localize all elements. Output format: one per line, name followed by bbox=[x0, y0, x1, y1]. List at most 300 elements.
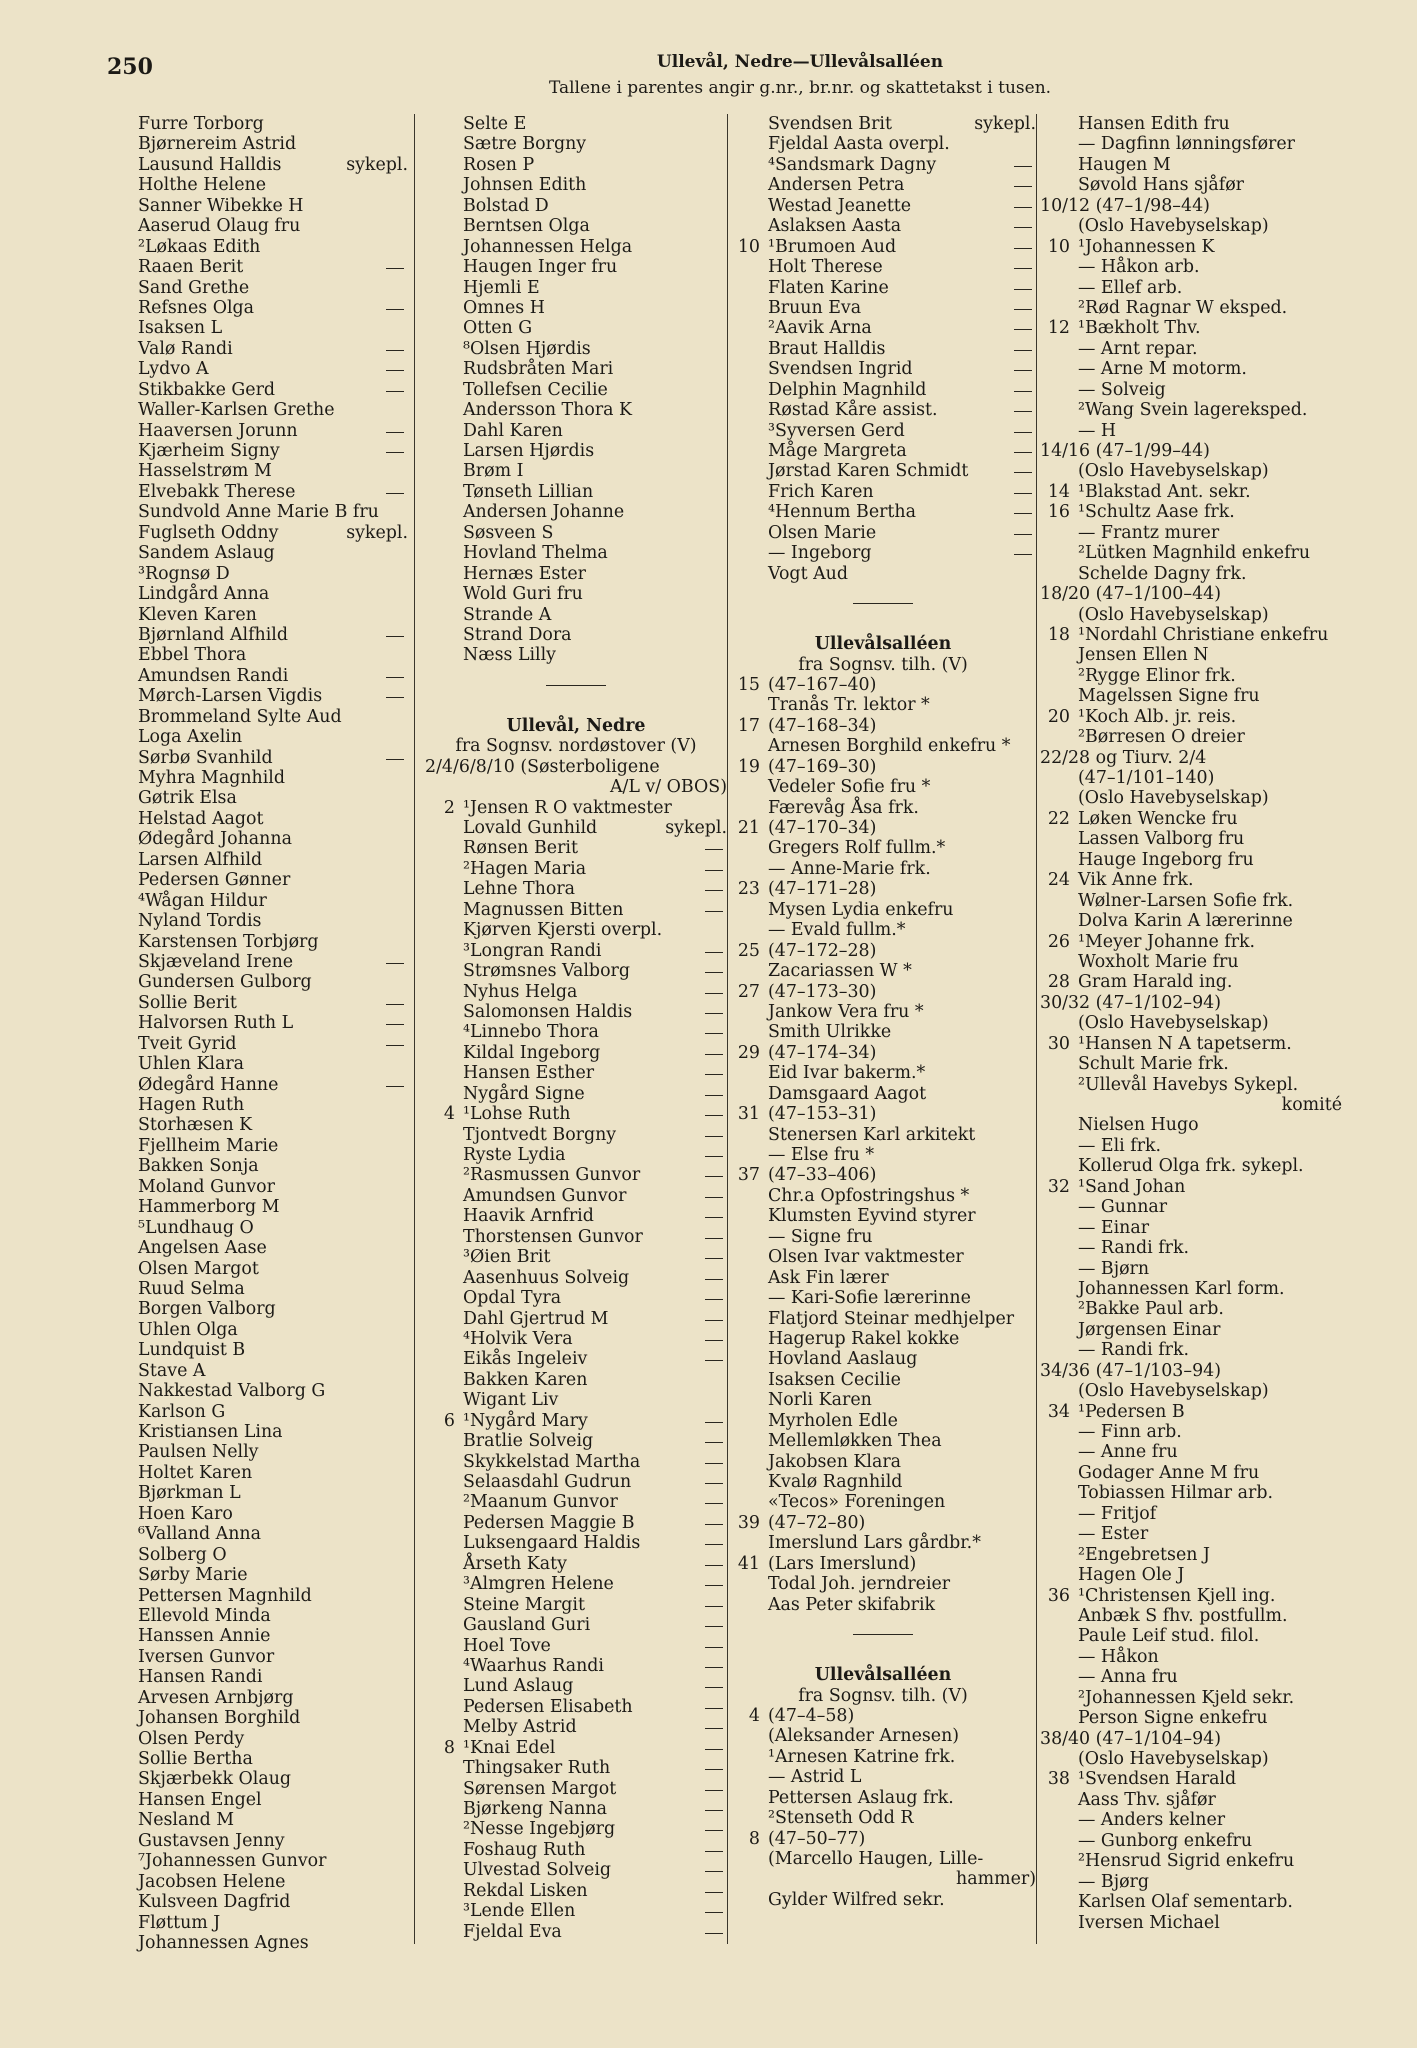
entry-name: Brøm I bbox=[463, 461, 524, 482]
directory-entry bbox=[1040, 1177, 1342, 1197]
directory-entry bbox=[1040, 1218, 1342, 1238]
entry-name: Hammerborg M bbox=[138, 1197, 280, 1218]
directory-entry bbox=[100, 1463, 408, 1483]
entry-name: Angelsen Aase bbox=[138, 1238, 267, 1259]
entry-name: Haugen Inger fru bbox=[463, 257, 618, 278]
directory-entry bbox=[100, 1729, 408, 1749]
house-number: 20 bbox=[1047, 706, 1070, 727]
directory-entry bbox=[730, 1706, 1036, 1726]
entry-name: — Dagfinn lønningsfører bbox=[1078, 134, 1295, 155]
directory-entry bbox=[425, 1411, 727, 1431]
entry-name: ⁴Wågan Hildur bbox=[138, 890, 267, 911]
entry-name: (47–174–34) bbox=[768, 1042, 877, 1063]
entry-name: Gundersen Gulborg bbox=[138, 972, 312, 993]
directory-entry bbox=[100, 400, 408, 420]
directory-entry bbox=[730, 564, 1036, 584]
entry-name: Helstad Aagot bbox=[138, 808, 264, 829]
entry-name: Måge Margreta bbox=[768, 441, 907, 461]
directory-entry bbox=[730, 1574, 1036, 1594]
directory-entry bbox=[100, 441, 408, 461]
house-number: 25 bbox=[737, 940, 760, 961]
entry-name: — Ingeborg bbox=[768, 543, 872, 564]
directory-entry bbox=[100, 1034, 408, 1054]
directory-entry bbox=[100, 870, 408, 890]
directory-entry bbox=[1040, 502, 1342, 522]
directory-entry bbox=[425, 1063, 727, 1083]
entry-name: Fuglseth Oddny bbox=[138, 522, 279, 543]
entry-name: Schult Marie frk. bbox=[1078, 1054, 1229, 1075]
spacer bbox=[730, 624, 1036, 634]
entry-name: Jankow Vera fru * bbox=[768, 1001, 924, 1022]
directory-entry bbox=[730, 1227, 1036, 1247]
directory-entry bbox=[100, 829, 408, 849]
directory-entry bbox=[730, 1452, 1036, 1472]
entry-name: Lundquist B bbox=[138, 1340, 246, 1361]
entry-name: Søsveen S bbox=[463, 522, 554, 543]
entry-name: Bakken Sonja bbox=[138, 1156, 259, 1177]
entry-name: ¹Blakstad Ant. sekr. bbox=[1078, 481, 1251, 502]
directory-entry bbox=[425, 605, 727, 625]
entry-name: Karlson G bbox=[138, 1401, 226, 1422]
entry-name: Flaten Karine bbox=[768, 277, 889, 298]
directory-entry bbox=[425, 1452, 727, 1472]
entry-name: Moland Gunvor bbox=[138, 1176, 275, 1197]
entry-name: (47–153–31) bbox=[768, 1104, 877, 1125]
directory-entry bbox=[425, 380, 727, 400]
directory-entry bbox=[100, 1810, 408, 1830]
directory-entry bbox=[730, 1890, 1036, 1910]
directory-entry bbox=[730, 278, 1036, 298]
directory-entry bbox=[425, 1084, 727, 1104]
directory-entry bbox=[1040, 114, 1342, 134]
directory-entry bbox=[100, 1156, 408, 1176]
directory-entry bbox=[1040, 1626, 1342, 1646]
entry-name: Kleven Karen bbox=[138, 604, 257, 625]
entry-name: Pedersen Maggie B bbox=[463, 1512, 635, 1533]
house-number: 37 bbox=[737, 1165, 760, 1186]
entry-name: Steine Margit bbox=[463, 1594, 585, 1615]
directory-entry bbox=[100, 666, 408, 686]
directory-entry bbox=[425, 1758, 727, 1778]
entry-name: — Bjørn bbox=[1078, 1258, 1150, 1279]
entry-name: Strand Dora bbox=[463, 624, 572, 645]
entry-name: ²Rygge Elinor frk. bbox=[1078, 665, 1236, 686]
directory-entry bbox=[730, 961, 1036, 981]
directory-entry bbox=[100, 952, 408, 972]
directory-entry bbox=[1040, 1872, 1342, 1892]
entry-name: Vedeler Sofie fru * bbox=[768, 777, 931, 798]
entry-name: Person Signe enkefru bbox=[1078, 1708, 1268, 1729]
entry-name: Svendsen Ingrid bbox=[768, 359, 913, 380]
directory-entry bbox=[100, 1892, 408, 1912]
entry-name: Hovland Aaslaug bbox=[768, 1349, 918, 1370]
entry-name: Selaasdahl Gudrun bbox=[463, 1472, 632, 1492]
entry-name: — Einar bbox=[1078, 1217, 1150, 1238]
entry-name: ¹Pedersen B bbox=[1078, 1401, 1185, 1422]
directory-entry bbox=[1040, 1831, 1342, 1851]
entry-name: — Ester bbox=[1078, 1524, 1149, 1545]
directory-entry bbox=[730, 543, 1036, 563]
directory-entry bbox=[730, 1329, 1036, 1349]
entry-name: Johannessen Helga bbox=[463, 236, 633, 257]
entry-name: Ødegård Hanne bbox=[138, 1074, 279, 1095]
directory-entry bbox=[1040, 1299, 1342, 1319]
entry-name: Sanner Wibekke H bbox=[138, 195, 304, 216]
directory-entry bbox=[1040, 1095, 1342, 1115]
directory-entry bbox=[425, 1717, 727, 1737]
entry-name: (47–170–34) bbox=[768, 818, 877, 838]
entry-name: Fjellheim Marie bbox=[138, 1135, 279, 1156]
directory-entry bbox=[1040, 237, 1342, 257]
directory-entry bbox=[100, 1197, 408, 1217]
directory-entry bbox=[730, 502, 1036, 522]
spacer bbox=[730, 1655, 1036, 1665]
entry-name: Foshaug Ruth bbox=[463, 1839, 586, 1860]
entry-name: Lausund Halldis bbox=[138, 154, 282, 175]
directory-entry bbox=[1040, 278, 1342, 298]
entry-name: Waller-Karlsen Grethe bbox=[138, 400, 335, 421]
directory-entry bbox=[1040, 400, 1342, 420]
directory-entry bbox=[100, 1361, 408, 1381]
directory-entry bbox=[425, 1799, 727, 1819]
directory-entry bbox=[1040, 1054, 1342, 1074]
directory-entry bbox=[1040, 686, 1342, 706]
house-number: 8 bbox=[443, 1737, 455, 1758]
directory-entry bbox=[425, 1268, 727, 1288]
directory-entry bbox=[730, 339, 1036, 359]
directory-entry bbox=[1040, 1851, 1342, 1871]
directory-entry bbox=[730, 421, 1036, 441]
directory-entry bbox=[730, 1125, 1036, 1145]
entry-name: Johansen Borghild bbox=[138, 1708, 301, 1729]
entry-name: Olsen Perdy bbox=[138, 1728, 245, 1749]
entry-name: Melby Astrid bbox=[463, 1717, 577, 1738]
directory-entry bbox=[100, 1422, 408, 1442]
directory-entry bbox=[425, 1329, 727, 1349]
directory-entry bbox=[1040, 1034, 1342, 1054]
directory-entry bbox=[100, 1402, 408, 1422]
directory-entry bbox=[425, 625, 727, 645]
directory-entry bbox=[730, 318, 1036, 338]
directory-entry bbox=[425, 1574, 727, 1594]
entry-note: sykepl. bbox=[346, 522, 408, 543]
directory-entry bbox=[730, 380, 1036, 400]
entry-name: ⁸Olsen Hjørdis bbox=[463, 338, 591, 359]
entry-continuation: A/L v/ OBOS) bbox=[609, 777, 727, 798]
directory-entry bbox=[1040, 1442, 1342, 1462]
entry-name: Bakken Karen bbox=[463, 1369, 588, 1390]
street-subheading: fra Sognsv. nordøstover (V) bbox=[455, 736, 697, 757]
directory-entry bbox=[100, 1320, 408, 1340]
entry-name: ⁴Waarhus Randi bbox=[463, 1655, 604, 1676]
entry-name: Bruun Eva bbox=[768, 297, 862, 318]
directory-entry bbox=[730, 1472, 1036, 1492]
section-separator bbox=[425, 666, 727, 706]
entry-name: (47–50–77) bbox=[768, 1828, 866, 1849]
entry-name: Kulsveen Dagfrid bbox=[138, 1892, 291, 1913]
directory-entry bbox=[100, 809, 408, 829]
entry-name: ³Almgren Helene bbox=[463, 1574, 614, 1595]
entry-name: ¹Jensen R O vaktmester bbox=[463, 797, 672, 818]
entry-name: Ulvestad Solveig bbox=[463, 1860, 612, 1881]
entry-name: Lovald Gunhild bbox=[463, 818, 598, 838]
house-number: 4 bbox=[748, 1705, 760, 1726]
entry-name: Arvesen Arnbjørg bbox=[138, 1687, 294, 1708]
entry-name: Tjontvedt Borgny bbox=[463, 1124, 617, 1145]
entry-continuation: hammer) bbox=[956, 1869, 1036, 1890]
entry-name: Rosen P bbox=[463, 154, 535, 175]
directory-entry bbox=[425, 1922, 727, 1942]
directory-entry bbox=[425, 1002, 727, 1022]
entry-name: — Gunnar bbox=[1078, 1197, 1168, 1218]
directory-entry bbox=[425, 196, 727, 216]
entry-name: Strømsnes Valborg bbox=[463, 961, 630, 982]
entry-name: Otten G bbox=[463, 318, 533, 339]
street-heading: Ullevålsalléen bbox=[814, 1665, 952, 1686]
entry-name: ¹Nygård Mary bbox=[463, 1410, 588, 1431]
entry-name: Halvorsen Ruth L bbox=[138, 1013, 294, 1034]
directory-entry bbox=[425, 1533, 727, 1553]
directory-entry bbox=[100, 1790, 408, 1810]
directory-entry bbox=[730, 798, 1036, 818]
directory-entry bbox=[100, 1218, 408, 1238]
directory-entry bbox=[1040, 298, 1342, 318]
directory-entry bbox=[730, 1849, 1036, 1869]
directory-entry bbox=[1040, 1565, 1342, 1585]
directory-entry bbox=[425, 339, 727, 359]
entry-name: 18/20 (47–1/100–44) bbox=[1040, 584, 1221, 605]
entry-name: — Finn arb. bbox=[1078, 1422, 1182, 1442]
directory-entry bbox=[100, 1586, 408, 1606]
directory-entry bbox=[100, 1279, 408, 1299]
directory-entry bbox=[100, 645, 408, 665]
entry-name: Tollefsen Cecilie bbox=[463, 379, 608, 400]
directory-entry bbox=[1040, 1320, 1342, 1340]
directory-entry bbox=[425, 502, 727, 522]
directory-entry bbox=[100, 850, 408, 870]
entry-name: Løken Wencke fru bbox=[1078, 808, 1238, 829]
directory-entry bbox=[1040, 461, 1342, 481]
directory-entry bbox=[100, 1749, 408, 1769]
entry-name: Sandem Aslaug bbox=[138, 543, 275, 564]
entry-name: Næss Lilly bbox=[463, 645, 556, 666]
entry-name: — Kari-Sofie lærerinne bbox=[768, 1288, 971, 1309]
directory-entry bbox=[730, 237, 1036, 257]
directory-entry bbox=[100, 1545, 408, 1565]
entry-name: Hansen Edith fru bbox=[1078, 114, 1230, 134]
entry-name: Ruud Selma bbox=[138, 1278, 245, 1299]
column-3 bbox=[730, 114, 1036, 1910]
directory-entry bbox=[425, 1697, 727, 1717]
entry-name: ¹Hansen N A tapetserm. bbox=[1078, 1033, 1292, 1054]
entry-name: Sætre Borgny bbox=[463, 134, 587, 155]
directory-entry bbox=[1040, 155, 1342, 175]
directory-entry bbox=[100, 318, 408, 338]
entry-name: Jakobsen Klara bbox=[768, 1451, 902, 1472]
entry-name: Sand Grethe bbox=[138, 277, 250, 298]
directory-entry bbox=[425, 482, 727, 502]
directory-entry bbox=[425, 257, 727, 277]
entry-name: Larsen Hjørdis bbox=[463, 441, 595, 461]
entry-name: Hjemli E bbox=[463, 277, 540, 298]
directory-entry bbox=[730, 1186, 1036, 1206]
directory-entry bbox=[100, 155, 408, 175]
entry-name: (Oslo Havebyselskap) bbox=[1078, 1381, 1269, 1402]
house-number: 21 bbox=[737, 818, 760, 838]
directory-entry bbox=[1040, 1259, 1342, 1279]
entry-name: Tranås Tr. lektor * bbox=[768, 695, 930, 716]
entry-name: Aaserud Olaug fru bbox=[138, 216, 301, 237]
directory-entry bbox=[730, 1726, 1036, 1746]
directory-entry bbox=[100, 339, 408, 359]
entry-name: Ebbel Thora bbox=[138, 645, 247, 666]
entry-name: Arnesen Borghild enkefru * bbox=[768, 736, 1011, 757]
directory-entry bbox=[1040, 1688, 1342, 1708]
directory-entry bbox=[730, 1145, 1036, 1165]
house-number: 23 bbox=[737, 879, 760, 900]
entry-name: ³Rognsø D bbox=[138, 563, 230, 584]
directory-entry bbox=[425, 1349, 727, 1369]
entry-name: 30/32 (47–1/102–94) bbox=[1040, 992, 1221, 1013]
entry-note: sykepl. bbox=[346, 154, 408, 175]
entry-name: ¹Brumoen Aud bbox=[768, 236, 897, 257]
directory-entry bbox=[425, 134, 727, 154]
entry-name: — Frantz murer bbox=[1078, 522, 1220, 543]
entry-name: Svendsen Brit bbox=[768, 114, 892, 134]
directory-entry bbox=[730, 1431, 1036, 1451]
entry-name: ¹Svendsen Harald bbox=[1078, 1769, 1237, 1790]
entry-name: Paule Leif stud. filol. bbox=[1078, 1626, 1260, 1647]
directory-entry bbox=[1040, 1422, 1342, 1442]
entry-name: Pettersen Aslaug frk. bbox=[768, 1787, 954, 1808]
entry-name: Haugen M bbox=[1078, 154, 1171, 175]
directory-entry bbox=[425, 155, 727, 175]
directory-entry bbox=[730, 1022, 1036, 1042]
entry-name: (47–167–40) bbox=[768, 674, 877, 695]
entry-name: Magelssen Signe fru bbox=[1078, 686, 1260, 707]
entry-name: — Anna fru bbox=[1078, 1667, 1178, 1688]
directory-entry bbox=[425, 1901, 727, 1921]
entry-name: ²Nesse Ingebjørg bbox=[463, 1819, 616, 1840]
directory-entry bbox=[425, 879, 727, 899]
house-number: 12 bbox=[1047, 318, 1070, 339]
directory-entry bbox=[100, 502, 408, 522]
entry-name: Larsen Alfhild bbox=[138, 849, 263, 870]
entry-name: Bjørkman L bbox=[138, 1483, 241, 1504]
directory-entry bbox=[425, 1309, 727, 1329]
street-subheading: fra Sognsv. tilh. (V) bbox=[798, 1685, 968, 1706]
entry-name: Røstad Kåre assist. bbox=[768, 400, 938, 421]
directory-entry bbox=[730, 175, 1036, 195]
entry-name: Skykkelstad Martha bbox=[463, 1451, 641, 1472]
entry-name: ⁴Holvik Vera bbox=[463, 1328, 573, 1349]
entry-name: Solberg O bbox=[138, 1544, 227, 1565]
entry-name: Kjærheim Signy bbox=[138, 441, 280, 461]
entry-name: Jørgensen Einar bbox=[1078, 1319, 1221, 1340]
directory-entry bbox=[100, 421, 408, 441]
directory-entry bbox=[730, 879, 1036, 899]
entry-name: Raaen Berit bbox=[138, 257, 244, 278]
entry-name: Hagen Ole J bbox=[1078, 1565, 1185, 1586]
directory-entry bbox=[100, 1504, 408, 1524]
entry-name: Andersen Johanne bbox=[463, 502, 625, 523]
directory-entry bbox=[1040, 134, 1342, 154]
directory-entry bbox=[1040, 421, 1342, 441]
entry-name: Tønseth Lillian bbox=[463, 481, 594, 502]
directory-entry bbox=[730, 482, 1036, 502]
entry-name: Delphin Magnhild bbox=[768, 379, 927, 400]
directory-entry bbox=[730, 920, 1036, 940]
directory-entry bbox=[730, 1513, 1036, 1533]
directory-entry bbox=[425, 1554, 727, 1574]
column-4 bbox=[1040, 114, 1342, 1933]
directory-entry bbox=[425, 1043, 727, 1063]
directory-entry bbox=[100, 1095, 408, 1115]
directory-entry bbox=[1040, 1892, 1342, 1912]
entry-name: Gustavsen Jenny bbox=[138, 1830, 285, 1851]
entry-name: Andersson Thora K bbox=[463, 400, 633, 421]
entry-name: (47–33–406) bbox=[768, 1165, 877, 1186]
entry-name: Holtet Karen bbox=[138, 1462, 253, 1483]
entry-name: Kristiansen Lina bbox=[138, 1422, 283, 1442]
entry-name: Sørby Marie bbox=[138, 1565, 248, 1586]
directory-entry bbox=[100, 114, 408, 134]
directory-entry bbox=[1040, 932, 1342, 952]
entry-name: Kvalø Ragnhild bbox=[768, 1472, 903, 1492]
directory-entry bbox=[730, 1554, 1036, 1574]
directory-entry bbox=[100, 788, 408, 808]
entry-note: sykepl. bbox=[974, 114, 1036, 134]
directory-entry bbox=[730, 1869, 1036, 1889]
directory-entry bbox=[730, 1084, 1036, 1104]
entry-name: Sollie Berit bbox=[138, 992, 237, 1013]
directory-entry bbox=[425, 543, 727, 563]
entry-name: ⁶Valland Anna bbox=[138, 1524, 261, 1545]
directory-entry bbox=[1040, 380, 1342, 400]
directory-entry bbox=[100, 1136, 408, 1156]
house-number: 38 bbox=[1047, 1769, 1070, 1790]
directory-entry bbox=[425, 1636, 727, 1656]
entry-name: — Bjørg bbox=[1078, 1871, 1150, 1892]
directory-entry bbox=[425, 1288, 727, 1308]
entry-name: (47–4–58) bbox=[768, 1705, 855, 1726]
column-2 bbox=[425, 114, 727, 1942]
entry-name: Isaksen Cecilie bbox=[768, 1369, 901, 1390]
house-number: 34 bbox=[1047, 1401, 1070, 1422]
entry-name: Braut Halldis bbox=[768, 338, 886, 359]
directory-entry bbox=[1040, 359, 1342, 379]
directory-entry bbox=[730, 1309, 1036, 1329]
entry-name: Hansen Randi bbox=[138, 1667, 263, 1688]
directory-entry bbox=[100, 972, 408, 992]
entry-name: ²Børresen O dreier bbox=[1078, 727, 1245, 748]
directory-entry bbox=[425, 584, 727, 604]
entry-name: Stave A bbox=[138, 1360, 206, 1381]
column-rule bbox=[1036, 114, 1037, 1944]
entry-name: ²Engebretsen J bbox=[1078, 1544, 1210, 1565]
entry-name: ²Hensrud Sigrid enkefru bbox=[1078, 1851, 1295, 1872]
entry-name: Hernæs Ester bbox=[463, 563, 586, 584]
directory-entry bbox=[1040, 1586, 1342, 1606]
directory-entry bbox=[1040, 1708, 1342, 1728]
entry-name: ³Syversen Gerd bbox=[768, 420, 905, 441]
entry-name: Aasenhuus Solveig bbox=[463, 1267, 630, 1288]
entry-name: Pedersen Elisabeth bbox=[463, 1696, 633, 1717]
entry-name: 2/4/6/8/10 (Søsterboligene bbox=[425, 756, 660, 777]
entry-continuation: komité bbox=[1281, 1095, 1342, 1115]
directory-entry bbox=[1040, 911, 1342, 931]
directory-entry bbox=[730, 777, 1036, 797]
